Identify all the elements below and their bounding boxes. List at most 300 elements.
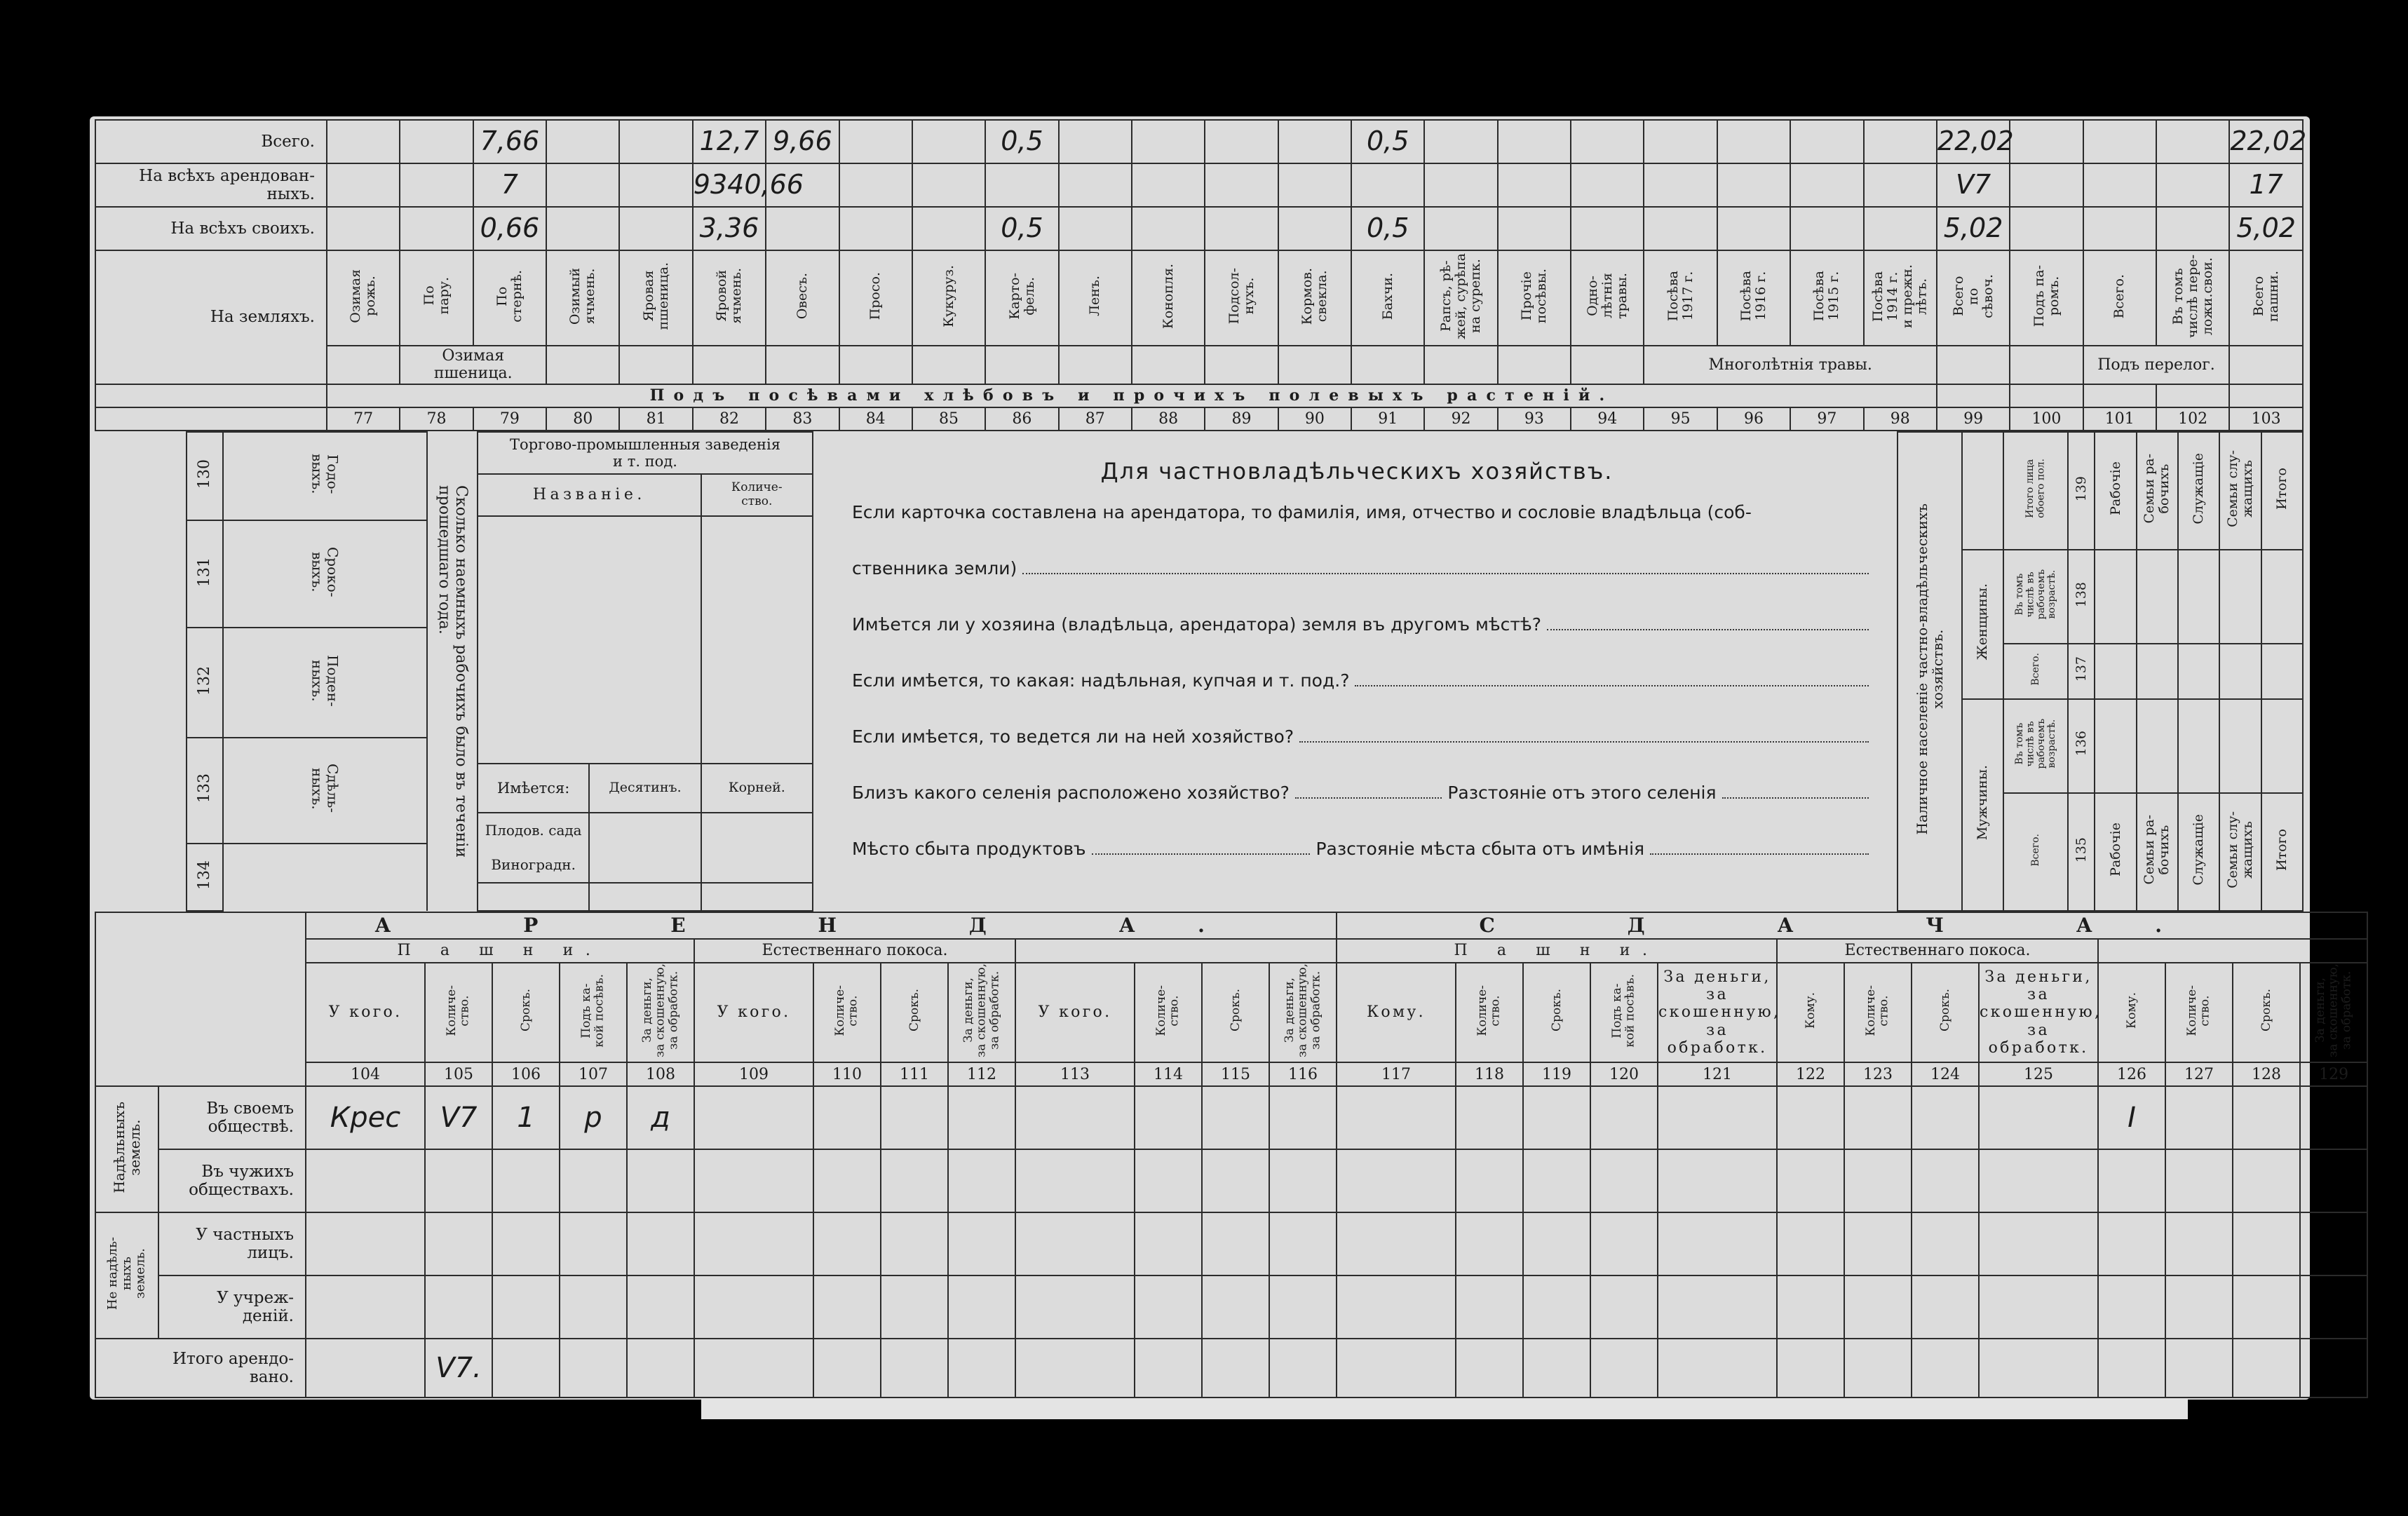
lease-column-number: 113 bbox=[1015, 1062, 1135, 1086]
lease-column-number: 126 bbox=[2098, 1062, 2165, 1086]
hired-type-label: Годо- выхъ. bbox=[223, 432, 427, 520]
lease-cell-118 bbox=[1456, 1275, 1523, 1339]
lease-cell-110 bbox=[813, 1212, 881, 1275]
lease-cell-116 bbox=[1269, 1086, 1337, 1149]
column-number: 97 bbox=[1790, 407, 1863, 431]
arenda-pokos: Естественнаго покоса. bbox=[694, 939, 1015, 963]
lease-column-header-121: За деньги, за скошенную, за обработк. bbox=[1658, 963, 1777, 1062]
top-cell-97 bbox=[1790, 120, 1863, 163]
lease-cell-113 bbox=[1015, 1212, 1135, 1275]
hired-workers-table bbox=[186, 431, 428, 912]
top-cell-101 bbox=[2083, 120, 2156, 163]
population-cell bbox=[2178, 644, 2219, 698]
population-cell bbox=[2137, 550, 2178, 644]
population-col-header: Семьи слу- жащихъ bbox=[2219, 432, 2261, 550]
lease-cell-108 bbox=[627, 1339, 694, 1397]
top-cell-95 bbox=[1644, 163, 1717, 207]
top-cell-88 bbox=[1132, 163, 1205, 207]
lease-cell-105 bbox=[425, 1212, 492, 1275]
lease-cell-115 bbox=[1202, 1339, 1269, 1397]
top-cell-87 bbox=[1059, 120, 1132, 163]
top-cell-92 bbox=[1424, 120, 1497, 163]
lease-column-number: 119 bbox=[1523, 1062, 1590, 1086]
population-cell bbox=[2095, 644, 2136, 698]
population-cell bbox=[2261, 644, 2303, 698]
hired-workers-heading bbox=[428, 431, 478, 912]
top-cell-99 bbox=[1937, 207, 2010, 250]
lease-cell-117 bbox=[1337, 1086, 1456, 1149]
lease-cell-127 bbox=[2165, 1149, 2233, 1212]
population-row-number: 135 bbox=[2068, 793, 2095, 911]
form-line bbox=[852, 653, 1869, 709]
top-cell-84 bbox=[839, 120, 912, 163]
trade-name-header: Названіе. bbox=[478, 474, 701, 516]
hired-type-label: Поден- ныхъ. bbox=[223, 628, 427, 738]
top-cell-98 bbox=[1864, 163, 1937, 207]
lease-column-header-114: Количе- ство. bbox=[1135, 963, 1202, 1062]
lease-cell-119 bbox=[1523, 1275, 1590, 1339]
column-header-103: Всего пашни. bbox=[2229, 250, 2303, 346]
population-col-footer: Итого bbox=[2261, 793, 2303, 911]
lease-cell-127 bbox=[2165, 1339, 2233, 1397]
lease-cell-124 bbox=[1912, 1149, 1979, 1212]
column-header-92: Рапсъ, рѣ- жей, сурѣпа на сурепк. bbox=[1424, 250, 1497, 346]
top-cell-96 bbox=[1717, 120, 1790, 163]
column-number: 87 bbox=[1059, 407, 1132, 431]
hired-column-number: 133 bbox=[187, 738, 223, 843]
top-cell-92 bbox=[1424, 207, 1497, 250]
handwritten-entry: 22,02 bbox=[2230, 126, 2307, 157]
top-cell-93 bbox=[1498, 163, 1571, 207]
top-cell-78 bbox=[400, 163, 473, 207]
column-header-95: Посѣва 1917 г. bbox=[1644, 250, 1717, 346]
top-cell-93 bbox=[1498, 120, 1571, 163]
top-row-label: На земляхъ. bbox=[95, 250, 327, 384]
lease-column-header-109: У кого. bbox=[694, 963, 813, 1062]
column-number: 101 bbox=[2083, 407, 2156, 431]
lease-cell-107 bbox=[560, 1149, 627, 1212]
lease-cell-104 bbox=[306, 1086, 425, 1149]
top-cell-85 bbox=[912, 207, 985, 250]
lease-column-header-111: Срокъ. bbox=[881, 963, 948, 1062]
form-question: Имѣется ли у хозяина (владѣльца, арендатора) земля въ другомъ мѣстѣ? bbox=[852, 614, 1542, 635]
lease-column-number: 121 bbox=[1658, 1062, 1777, 1086]
handwritten-entry: 0,5 bbox=[1366, 212, 1409, 244]
form-answer-field[interactable] bbox=[1722, 783, 1869, 799]
column-header-85: Кукуруз. bbox=[912, 250, 985, 346]
population-col-header: Итого bbox=[2261, 432, 2303, 550]
population-cell bbox=[2219, 699, 2261, 794]
top-cell-103 bbox=[2229, 163, 2303, 207]
handwritten-entry: 9,66 bbox=[773, 126, 832, 157]
lease-cell-104 bbox=[306, 1339, 425, 1397]
handwritten-entry: 7,66 bbox=[480, 126, 540, 157]
top-cell-89 bbox=[1205, 163, 1278, 207]
top-cell-78 bbox=[400, 120, 473, 163]
lease-cell-113 bbox=[1015, 1339, 1135, 1397]
lease-column-header-120: Подъ ка- кой посѣвъ. bbox=[1590, 963, 1658, 1062]
lease-cell-119 bbox=[1523, 1149, 1590, 1212]
lease-cell-115 bbox=[1202, 1149, 1269, 1212]
lease-cell-116 bbox=[1269, 1212, 1337, 1275]
lease-cell-120 bbox=[1590, 1275, 1658, 1339]
handwritten-entry: 0,5 bbox=[1001, 126, 1043, 157]
lease-cell-110 bbox=[813, 1275, 881, 1339]
form-line bbox=[852, 765, 1869, 821]
lease-cell-129 bbox=[2300, 1212, 2367, 1275]
handwritten-entry: 17 bbox=[2249, 169, 2283, 201]
column-number: 102 bbox=[2156, 407, 2229, 431]
population-cell bbox=[2178, 699, 2219, 794]
top-cell-93 bbox=[1498, 207, 1571, 250]
lease-cell-128 bbox=[2233, 1086, 2300, 1149]
form-answer-field[interactable] bbox=[1355, 671, 1869, 686]
top-cell-103 bbox=[2229, 120, 2307, 163]
column-number: 98 bbox=[1864, 407, 1937, 431]
lease-column-number: 125 bbox=[1979, 1062, 2098, 1086]
top-cell-98 bbox=[1864, 207, 1937, 250]
lease-cell-114 bbox=[1135, 1212, 1202, 1275]
lease-cell-115 bbox=[1202, 1086, 1269, 1149]
top-cell-80 bbox=[546, 163, 619, 207]
lease-cell-108 bbox=[627, 1149, 694, 1212]
lease-cell-124 bbox=[1912, 1275, 1979, 1339]
trade-establishments-table bbox=[477, 431, 813, 912]
lease-column-header-129: За деньги, за скошенную, за обработк. bbox=[2300, 963, 2367, 1062]
column-number: 94 bbox=[1571, 407, 1644, 431]
population-col-footer: Семьи ра- бочихъ bbox=[2137, 793, 2178, 911]
lease-cell-118 bbox=[1456, 1339, 1523, 1397]
column-number: 80 bbox=[546, 407, 619, 431]
lease-cell-104 bbox=[306, 1149, 425, 1212]
form-line bbox=[852, 821, 1869, 877]
lease-cell-105 bbox=[425, 1086, 492, 1149]
column-number: 99 bbox=[1937, 407, 2010, 431]
lease-cell-112 bbox=[948, 1086, 1015, 1149]
lease-column-number: 117 bbox=[1337, 1062, 1456, 1086]
lease-cell-125 bbox=[1979, 1212, 2098, 1275]
top-cell-96 bbox=[1717, 207, 1790, 250]
column-header-79: По стернѣ. bbox=[473, 250, 546, 346]
lease-row-label: У учреж- деній. bbox=[158, 1275, 306, 1339]
group-perennial-grass: Многолѣтнія травы. bbox=[1644, 346, 1936, 384]
top-cell-91 bbox=[1351, 163, 1424, 207]
column-number: 82 bbox=[693, 407, 766, 431]
top-cell-83 bbox=[766, 207, 839, 250]
lease-cell-105 bbox=[425, 1339, 492, 1397]
lease-row-label: Въ своемъ обществѣ. bbox=[158, 1086, 306, 1149]
lease-cell-122 bbox=[1777, 1339, 1844, 1397]
form-question: Если имѣется, то ведется ли на ней хозяйство? bbox=[852, 726, 1294, 747]
lease-row-label: У частныхъ лицъ. bbox=[158, 1212, 306, 1275]
lease-cell-104 bbox=[306, 1212, 425, 1275]
lease-cell-125 bbox=[1979, 1339, 2098, 1397]
top-cell-82 bbox=[693, 207, 766, 250]
lease-cell-122 bbox=[1777, 1086, 1844, 1149]
lease-column-header-113: У кого. bbox=[1015, 963, 1135, 1062]
lease-column-header-110: Количе- ство. bbox=[813, 963, 881, 1062]
column-header-80: Озимый ячмень. bbox=[546, 250, 619, 346]
lease-cell-109 bbox=[694, 1149, 813, 1212]
lease-cell-116 bbox=[1269, 1275, 1337, 1339]
lease-cell-117 bbox=[1337, 1212, 1456, 1275]
lease-arenda-title: А Р Е Н Д А. bbox=[306, 912, 1337, 939]
top-cell-89 bbox=[1205, 207, 1278, 250]
hired-type-label: Сроко- выхъ. bbox=[223, 520, 427, 628]
lease-cell-128 bbox=[2233, 1212, 2300, 1275]
lease-cell-123 bbox=[1844, 1149, 1912, 1212]
column-number: 83 bbox=[766, 407, 839, 431]
lease-cell-107 bbox=[560, 1086, 627, 1149]
lease-cell-106 bbox=[492, 1339, 560, 1397]
top-cell-102 bbox=[2156, 207, 2229, 250]
top-cell-83 bbox=[766, 120, 839, 163]
top-cell-77 bbox=[327, 207, 400, 250]
column-header-91: Бахчи. bbox=[1351, 250, 1424, 346]
column-header-86: Карто- фель. bbox=[985, 250, 1058, 346]
lease-column-number: 124 bbox=[1912, 1062, 1979, 1086]
top-cell-81 bbox=[619, 207, 692, 250]
population-cell bbox=[2137, 699, 2178, 794]
column-number: 91 bbox=[1351, 407, 1424, 431]
lease-row-label: Итого арендо- вано. bbox=[95, 1339, 306, 1397]
sdacha-pokos: Естественнаго покоса. bbox=[1777, 939, 2098, 963]
handwritten-entry: 0,5 bbox=[1366, 126, 1409, 157]
population-row-header: Въ томъ числѣ въ рабочемъ возрастѣ. bbox=[2003, 550, 2068, 644]
top-cell-80 bbox=[546, 120, 619, 163]
population-row-header: Всего. bbox=[2003, 644, 2068, 698]
lease-column-header-117: Кому. bbox=[1337, 963, 1456, 1062]
lease-cell-129 bbox=[2300, 1275, 2367, 1339]
middle-section bbox=[95, 431, 2304, 912]
lease-cell-112 bbox=[948, 1149, 1015, 1212]
lease-column-header-115: Срокъ. bbox=[1202, 963, 1269, 1062]
form-answer-field[interactable] bbox=[1022, 559, 1869, 574]
lease-column-number: 129 bbox=[2300, 1062, 2367, 1086]
top-cell-98 bbox=[1864, 120, 1937, 163]
lease-cell-122 bbox=[1777, 1149, 1844, 1212]
lease-cell-105 bbox=[425, 1149, 492, 1212]
top-cell-84 bbox=[839, 207, 912, 250]
lease-cell-115 bbox=[1202, 1275, 1269, 1339]
top-row-label: Всего. bbox=[95, 120, 327, 163]
lease-column-number: 109 bbox=[694, 1062, 813, 1086]
top-cell-81 bbox=[619, 120, 692, 163]
lease-cell-123 bbox=[1844, 1339, 1912, 1397]
column-number: 84 bbox=[839, 407, 912, 431]
column-number: 89 bbox=[1205, 407, 1278, 431]
form-title: Для частновладѣльческихъ хозяйствъ. bbox=[1100, 458, 1614, 485]
column-number: 103 bbox=[2229, 407, 2303, 431]
handwritten-entry: V7 bbox=[1956, 169, 1991, 201]
column-header-87: Ленъ. bbox=[1059, 250, 1132, 346]
column-header-93: Прочіе посѣвы. bbox=[1498, 250, 1571, 346]
lease-cell-111 bbox=[881, 1212, 948, 1275]
lease-cell-107 bbox=[560, 1212, 627, 1275]
form-answer-field[interactable] bbox=[1092, 839, 1311, 855]
lease-column-header-107: Подъ ка- кой посѣвъ. bbox=[560, 963, 627, 1062]
arenda-pashni: П а ш н и. bbox=[306, 939, 694, 963]
handwritten-entry: 9340,66 bbox=[693, 169, 804, 201]
lease-cell-117 bbox=[1337, 1149, 1456, 1212]
lease-cell-121 bbox=[1658, 1212, 1777, 1275]
lease-cell-113 bbox=[1015, 1086, 1135, 1149]
lease-column-header-118: Количе- ство. bbox=[1456, 963, 1523, 1062]
lease-column-number: 106 bbox=[492, 1062, 560, 1086]
handwritten-entry: д bbox=[651, 1102, 670, 1135]
lease-cell-111 bbox=[881, 1339, 948, 1397]
column-number: 88 bbox=[1132, 407, 1205, 431]
lease-cell-121 bbox=[1658, 1149, 1777, 1212]
lease-cell-115 bbox=[1202, 1212, 1269, 1275]
lease-cell-107 bbox=[560, 1339, 627, 1397]
top-cell-95 bbox=[1644, 207, 1717, 250]
top-cell-84 bbox=[839, 163, 912, 207]
population-row-header: Въ томъ числѣ въ рабочемъ возрастѣ. bbox=[2003, 699, 2068, 794]
top-cell-102 bbox=[2156, 120, 2229, 163]
lease-cell-124 bbox=[1912, 1086, 1979, 1149]
column-header-78: По пару. bbox=[400, 250, 473, 346]
column-header-77: Озимая рожь. bbox=[327, 250, 400, 346]
handwritten-entry: 0,5 bbox=[1001, 212, 1043, 244]
column-header-99: Всего по сѣвоч. bbox=[1937, 250, 2010, 346]
column-header-96: Посѣва 1916 г. bbox=[1717, 250, 1790, 346]
lease-cell-127 bbox=[2165, 1212, 2233, 1275]
lease-cell-127 bbox=[2165, 1086, 2233, 1149]
lease-column-header-108: За деньги, за скошенную, за обработк. bbox=[627, 963, 694, 1062]
handwritten-entry: Ⅰ bbox=[2128, 1102, 2136, 1135]
population-row-number: 139 bbox=[2068, 432, 2095, 550]
lease-cell-110 bbox=[813, 1086, 881, 1149]
top-cell-91 bbox=[1351, 120, 1424, 163]
form-question: Если имѣется, то какая: надѣльная, купчая и т. под.? bbox=[852, 670, 1350, 691]
top-cell-90 bbox=[1278, 120, 1351, 163]
top-cell-94 bbox=[1571, 120, 1644, 163]
column-header-81: Яровая пшеница. bbox=[619, 250, 692, 346]
column-number: 92 bbox=[1424, 407, 1497, 431]
column-number: 85 bbox=[912, 407, 985, 431]
column-number: 86 bbox=[985, 407, 1058, 431]
column-number: 79 bbox=[473, 407, 546, 431]
column-number: 77 bbox=[327, 407, 400, 431]
trade-title: Торгово-промышленныя заведенія и т. под. bbox=[478, 432, 813, 474]
handwritten-entry: Крес bbox=[330, 1102, 401, 1135]
lease-cell-108 bbox=[627, 1275, 694, 1339]
orchard-plodov-label: Плодов. сада bbox=[478, 813, 589, 848]
lease-cell-109 bbox=[694, 1212, 813, 1275]
lease-cell-119 bbox=[1523, 1086, 1590, 1149]
lease-cell-107 bbox=[560, 1275, 627, 1339]
lease-column-header-128: Срокъ. bbox=[2233, 963, 2300, 1062]
lease-cell-108 bbox=[627, 1212, 694, 1275]
lease-column-number: 123 bbox=[1844, 1062, 1912, 1086]
lease-cell-126 bbox=[2098, 1149, 2165, 1212]
top-cell-79 bbox=[473, 207, 546, 250]
population-col-footer: Служащіе bbox=[2178, 793, 2219, 911]
form-line bbox=[852, 709, 1869, 765]
lease-table bbox=[95, 912, 2354, 1387]
form-answer-field[interactable] bbox=[1650, 839, 1869, 855]
top-cell-99 bbox=[1937, 163, 2010, 207]
lease-cell-124 bbox=[1912, 1212, 1979, 1275]
top-cell-89 bbox=[1205, 120, 1278, 163]
lease-column-header-119: Срокъ. bbox=[1523, 963, 1590, 1062]
orchard-korney-header: Корней. bbox=[701, 764, 813, 813]
lease-column-number: 104 bbox=[306, 1062, 425, 1086]
card-lower-edge bbox=[701, 1397, 2188, 1419]
handwritten-entry: р bbox=[584, 1102, 602, 1135]
lease-cell-124 bbox=[1912, 1339, 1979, 1397]
lease-column-header-124: Срокъ. bbox=[1912, 963, 1979, 1062]
form-question: Разстояніе отъ этого селенія bbox=[1447, 783, 1717, 803]
lease-row-label: Въ чужихъ обществахъ. bbox=[158, 1149, 306, 1212]
lease-column-number: 116 bbox=[1269, 1062, 1337, 1086]
column-number: 90 bbox=[1278, 407, 1351, 431]
form-answer-field[interactable] bbox=[1299, 727, 1869, 743]
lease-cell-128 bbox=[2233, 1339, 2300, 1397]
top-cell-82 bbox=[693, 120, 766, 163]
lease-cell-106 bbox=[492, 1086, 560, 1149]
lease-cell-121 bbox=[1658, 1339, 1777, 1397]
top-cell-79 bbox=[473, 163, 546, 207]
lease-cell-110 bbox=[813, 1149, 881, 1212]
form-answer-field[interactable] bbox=[1295, 783, 1442, 799]
lease-cell-111 bbox=[881, 1086, 948, 1149]
hired-workers-label: Сколько наемныхъ рабочихъ было въ теченіи прошедшаго года. bbox=[435, 485, 471, 858]
lease-column-number: 128 bbox=[2233, 1062, 2300, 1086]
population-heading: Наличное населеніе частно-владѣльческихъ хозяйствъ. bbox=[1898, 432, 1962, 911]
hired-column-number: 134 bbox=[187, 844, 223, 911]
hired-column-number: 132 bbox=[187, 628, 223, 738]
lease-column-number: 120 bbox=[1590, 1062, 1658, 1086]
form-question: ственника земли) bbox=[852, 558, 1017, 578]
lease-column-header-116: За деньги, за скошенную, за обработк. bbox=[1269, 963, 1337, 1062]
top-cell-102 bbox=[2156, 163, 2229, 207]
population-row-number: 138 bbox=[2068, 550, 2095, 644]
lease-cell-126 bbox=[2098, 1275, 2165, 1339]
lease-cell-105 bbox=[425, 1275, 492, 1339]
hired-type-label: Сдѣль- ныхъ. bbox=[223, 738, 427, 843]
form-answer-field[interactable] bbox=[1547, 615, 1869, 630]
population-col-header: Рабочіе bbox=[2095, 432, 2136, 550]
top-cell-97 bbox=[1790, 163, 1863, 207]
top-cell-101 bbox=[2083, 207, 2156, 250]
top-cell-101 bbox=[2083, 163, 2156, 207]
column-number: 95 bbox=[1644, 407, 1717, 431]
sex-group-blank bbox=[1962, 432, 2003, 550]
top-cell-86 bbox=[985, 120, 1058, 163]
top-cell-88 bbox=[1132, 207, 1205, 250]
lease-cell-118 bbox=[1456, 1212, 1523, 1275]
lease-cell-128 bbox=[2233, 1149, 2300, 1212]
lease-cell-121 bbox=[1658, 1086, 1777, 1149]
handwritten-entry: 1 bbox=[517, 1102, 535, 1135]
lease-column-number: 110 bbox=[813, 1062, 881, 1086]
handwritten-entry: 5,02 bbox=[2236, 212, 2296, 244]
column-header-88: Конопля. bbox=[1132, 250, 1205, 346]
lease-cell-120 bbox=[1590, 1212, 1658, 1275]
population-cell bbox=[2178, 550, 2219, 644]
top-cell-86 bbox=[985, 207, 1058, 250]
population-row-header: Всего. bbox=[2003, 793, 2068, 911]
orchard-desyat-header: Десятинъ. bbox=[589, 764, 701, 813]
population-cell bbox=[2261, 550, 2303, 644]
top-cell-95 bbox=[1644, 120, 1717, 163]
handwritten-entry: V7 bbox=[440, 1102, 478, 1135]
top-cell-87 bbox=[1059, 207, 1132, 250]
hired-column-number: 131 bbox=[187, 520, 223, 628]
form-line bbox=[852, 597, 1869, 653]
